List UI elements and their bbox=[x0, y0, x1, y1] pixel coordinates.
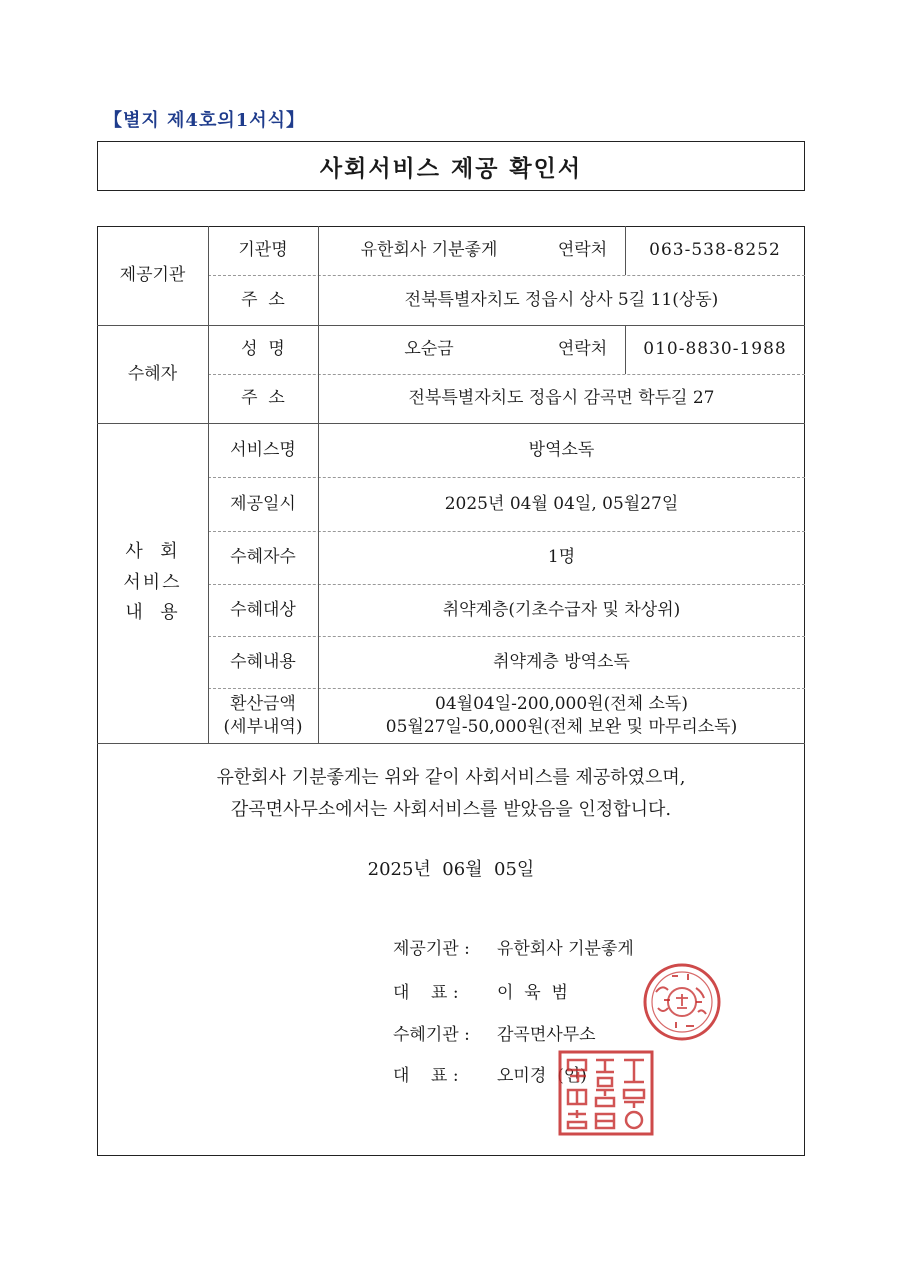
statement-line-2: 감곡면사무소에서는 사회서비스를 받았음을 인정합니다. bbox=[230, 799, 672, 820]
provider-contact-label: 연락처 bbox=[557, 240, 608, 261]
round-company-seal bbox=[642, 962, 722, 1042]
amount-label-line: (세부내역) bbox=[223, 716, 303, 737]
target-group-value: 취약계층(기초수급자 및 차상위) bbox=[442, 599, 681, 620]
amount-detail bbox=[318, 688, 805, 743]
recipient-rep-value: 오미경 (인) bbox=[497, 1066, 587, 1086]
provider-org-label: 제공기관 : bbox=[393, 939, 470, 959]
divider-service-statement bbox=[97, 743, 805, 744]
provider-name: 유한회사 기분좋게 bbox=[360, 240, 498, 261]
section-service bbox=[97, 423, 208, 743]
statement-line-1: 유한회사 기분좋게는 위와 같이 사회서비스를 제공하였으며, bbox=[216, 767, 686, 788]
provider-address-label: 주 소 bbox=[241, 289, 285, 310]
amount-detail-line: 04월04일-200,000원(전체 소독) bbox=[435, 693, 688, 714]
recipient-count-value: 1명 bbox=[547, 547, 576, 568]
section-provider: 제공기관 bbox=[119, 265, 186, 286]
target-group-label: 수혜대상 bbox=[230, 599, 296, 620]
recipient-address-label: 주 소 bbox=[241, 388, 285, 409]
amount-label-line: 환산금액 bbox=[230, 693, 296, 714]
section-service-line: 내 용 bbox=[125, 602, 180, 624]
issue-date: 2025년 06월 05일 bbox=[367, 859, 535, 880]
service-content-label: 수혜내용 bbox=[230, 651, 296, 672]
service-date-value: 2025년 04월 04일, 05월27일 bbox=[444, 493, 679, 514]
service-name-label: 서비스명 bbox=[230, 439, 296, 460]
provider-rep-label: 대 표 : bbox=[393, 983, 459, 1003]
provider-address: 전북특별자치도 정읍시 상사 5길 11(상동) bbox=[404, 289, 719, 310]
recipient-contact: 010-8830-1988 bbox=[643, 339, 787, 360]
recipient-org-value: 감곡면사무소 bbox=[497, 1025, 596, 1045]
recipient-rep-label: 대 표 : bbox=[393, 1066, 459, 1086]
document-title: 사회서비스 제공 확인서 bbox=[319, 155, 583, 182]
document-title-box bbox=[97, 141, 805, 191]
recipient-address: 전북특별자치도 정읍시 감곡면 학두길 27 bbox=[408, 388, 715, 409]
section-service-line: 서비스 bbox=[123, 571, 182, 593]
provider-org-value: 유한회사 기분좋게 bbox=[497, 939, 634, 959]
provider-contact: 063-538-8252 bbox=[649, 240, 781, 261]
provider-rep-value: 이 육 범 bbox=[497, 983, 568, 1003]
provider-name-label: 기관명 bbox=[238, 240, 288, 261]
amount-label bbox=[208, 688, 318, 743]
service-name-value: 방역소독 bbox=[528, 439, 595, 460]
service-content-value: 취약계층 방역소독 bbox=[493, 651, 630, 672]
recipient-org-label: 수혜기관 : bbox=[393, 1025, 470, 1045]
amount-detail-line: 05월27일-50,000원(전체 보완 및 마무리소독) bbox=[385, 716, 738, 737]
square-official-seal bbox=[558, 1050, 654, 1136]
recipient-name: 오순금 bbox=[404, 339, 454, 360]
form-number-label: 【별지 제4호의1서식】 bbox=[104, 110, 306, 131]
service-date-label: 제공일시 bbox=[230, 493, 296, 514]
recipient-name-label: 성 명 bbox=[241, 339, 285, 360]
section-recipient: 수혜자 bbox=[127, 363, 178, 384]
recipient-count-label: 수혜자수 bbox=[230, 547, 296, 568]
section-service-line: 사 회 bbox=[125, 541, 180, 563]
recipient-contact-label: 연락처 bbox=[557, 339, 608, 360]
